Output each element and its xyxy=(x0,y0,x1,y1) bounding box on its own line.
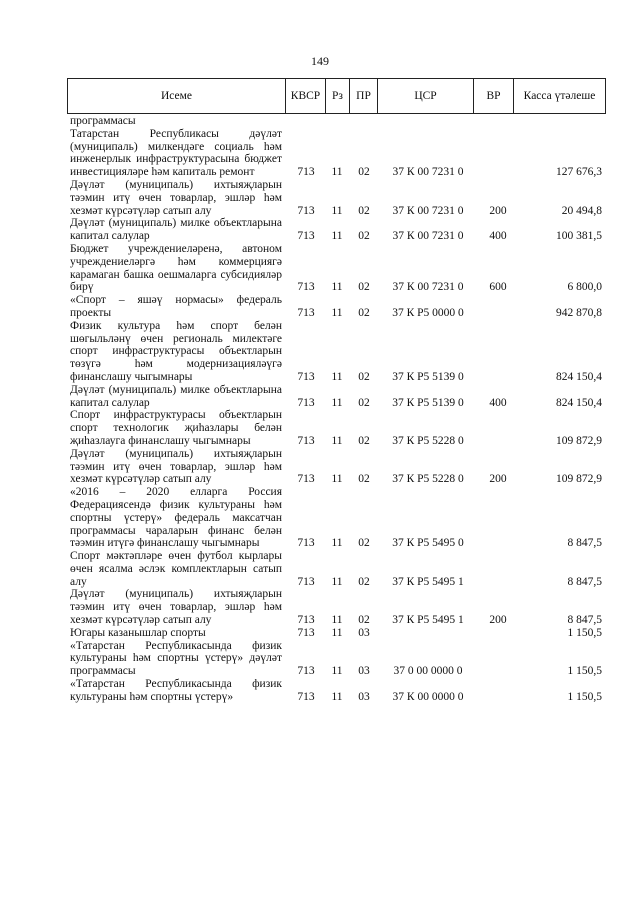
cell-pr: 03 xyxy=(358,665,370,678)
table-row xyxy=(70,486,610,550)
table-row xyxy=(70,448,610,486)
cell-name: программасы xyxy=(70,115,136,127)
column-header-csr: ЦСР xyxy=(378,79,474,114)
cell-amount: 109 872,9 xyxy=(556,473,602,486)
cell-kvsr: 713 xyxy=(297,473,315,486)
cell-kvsr: 713 xyxy=(297,230,315,243)
cell-amount: 127 676,3 xyxy=(556,166,602,179)
cell-rz: 11 xyxy=(331,166,343,179)
table-header xyxy=(67,78,606,114)
cell-name: Дәүләт (муниципаль) ихтыяҗларын тәэмин итү өчен товарлар, эшләр һәм хезмәт күрсәтүләр сатып алу xyxy=(70,588,282,627)
cell-csr: 37 К Р5 5495 0 xyxy=(392,537,464,550)
column-header-amount: Касса үтәлеше xyxy=(514,79,606,114)
cell-csr: 37 К Р5 0000 0 xyxy=(392,306,464,319)
cell-pr: 03 xyxy=(358,626,370,639)
column-header-pr: ПР xyxy=(350,79,378,114)
cell-vr: 400 xyxy=(489,396,507,409)
cell-rz: 11 xyxy=(331,434,343,447)
table-row xyxy=(70,409,610,447)
cell-amount: 824 150,4 xyxy=(556,396,602,409)
cell-pr: 02 xyxy=(358,204,370,217)
cell-amount: 1 150,5 xyxy=(567,690,602,703)
cell-kvsr: 713 xyxy=(297,306,315,319)
cell-amount: 8 847,5 xyxy=(567,614,602,627)
cell-amount: 6 800,0 xyxy=(567,281,602,294)
cell-amount: 1 150,5 xyxy=(567,626,602,639)
cell-kvsr: 713 xyxy=(297,204,315,217)
cell-vr: 200 xyxy=(489,204,507,217)
cell-pr: 02 xyxy=(358,434,370,447)
cell-pr: 02 xyxy=(358,281,370,294)
cell-name: Спорт инфраструктурасы объектларын спорт технологик җиһазлары белән җиһазлауга финанслашу чыгымнары xyxy=(70,409,282,447)
cell-amount: 109 872,9 xyxy=(556,434,602,447)
cell-amount: 100 381,5 xyxy=(556,230,602,243)
cell-pr: 02 xyxy=(358,370,370,383)
cell-kvsr: 713 xyxy=(297,281,315,294)
cell-amount: 942 870,8 xyxy=(556,306,602,319)
cell-kvsr: 713 xyxy=(297,575,315,588)
cell-name: Татарстан Республикасы дәүләт (муниципаль) милкендәге социаль һәм инженерлык инфраструктурасына бюджет инвестицияләре һәм капиталь ремонт xyxy=(70,127,282,179)
cell-amount: 824 150,4 xyxy=(556,370,602,383)
cell-csr: 37 К Р5 5139 0 xyxy=(392,396,464,409)
cell-rz: 11 xyxy=(331,473,343,486)
table-row xyxy=(70,243,610,294)
cell-name: «2016 – 2020 елларга Россия Федерациясендә физик культураны һәм спортны үстерү» федераль максатчан программасы чараларын финанс белән тәэмин итүгә финанслашу чыгымнары xyxy=(70,486,282,550)
cell-pr: 02 xyxy=(358,166,370,179)
table-row xyxy=(70,294,610,320)
cell-csr: 37 К 00 7231 0 xyxy=(392,230,464,243)
cell-pr: 03 xyxy=(358,690,370,703)
cell-name: Физик культура һәм спорт белән шөгыльләнү өчен региональ милектәге спорт инфраструктурасы объектларын төзүгә һәм модернизацияләүгә финанслашу чыгымнары xyxy=(70,319,282,383)
cell-csr: 37 К Р5 5495 1 xyxy=(392,575,464,588)
cell-vr: 600 xyxy=(489,281,507,294)
cell-name: Спорт мәктәпләре өчен футбол кырлары өчен ясалма әслэк комплектларын сатып алу xyxy=(70,550,282,588)
table-row xyxy=(70,627,610,640)
cell-kvsr: 713 xyxy=(297,690,315,703)
cell-rz: 11 xyxy=(331,626,343,639)
table-row xyxy=(70,678,610,704)
cell-rz: 11 xyxy=(331,575,343,588)
cell-pr: 02 xyxy=(358,473,370,486)
cell-name: Дәүләт (муниципаль) милке объектларына капитал салулар xyxy=(70,383,282,409)
cell-name: Югары казанышлар спорты xyxy=(70,626,206,639)
cell-name: «Татарстан Республикасында физик культураны һәм спортны үстерү» дәүләт программасы xyxy=(70,639,282,678)
cell-name: Дәүләт (муниципаль) ихтыяҗларын тәэмин итү өчен товарлар, эшләр һәм хезмәт күрсәтүләр сатып алу xyxy=(70,447,282,486)
cell-rz: 11 xyxy=(331,230,343,243)
column-header-name: Исеме xyxy=(68,79,286,114)
cell-name: Бюджет учреждениеләренә, автоном учреждениеләргә һәм коммерциягә карамаган башка оешмаларга субсидияләр бирү xyxy=(70,242,282,294)
table-row xyxy=(70,384,610,410)
column-header-kvsr: КВСР xyxy=(286,79,326,114)
column-header-rz: Рз xyxy=(326,79,350,114)
cell-rz: 11 xyxy=(331,204,343,217)
table-row xyxy=(70,588,610,626)
cell-kvsr: 713 xyxy=(297,665,315,678)
cell-name: «Спорт – яшәү нормасы» федераль проекты xyxy=(70,294,282,319)
table-row xyxy=(70,217,610,243)
cell-rz: 11 xyxy=(331,396,343,409)
cell-pr: 02 xyxy=(358,575,370,588)
table-row xyxy=(70,115,610,128)
cell-rz: 11 xyxy=(331,537,343,550)
cell-vr: 200 xyxy=(489,614,507,627)
cell-csr: 37 К Р5 5228 0 xyxy=(392,434,464,447)
cell-csr: 37 К 00 7231 0 xyxy=(392,204,464,217)
cell-rz: 11 xyxy=(331,665,343,678)
cell-csr: 37 К Р5 5139 0 xyxy=(392,370,464,383)
cell-kvsr: 713 xyxy=(297,614,315,627)
table-row xyxy=(70,320,610,384)
table-row xyxy=(70,640,610,678)
cell-pr: 02 xyxy=(358,230,370,243)
cell-amount: 8 847,5 xyxy=(567,537,602,550)
cell-csr: 37 К 00 7231 0 xyxy=(392,166,464,179)
cell-kvsr: 713 xyxy=(297,396,315,409)
cell-csr: 37 К Р5 5495 1 xyxy=(392,614,464,627)
cell-csr: 37 К 00 7231 0 xyxy=(392,281,464,294)
cell-amount: 1 150,5 xyxy=(567,665,602,678)
cell-amount: 20 494,8 xyxy=(561,204,602,217)
cell-name: «Татарстан Республикасында физик культураны һәм спортны үстерү» xyxy=(70,678,282,703)
cell-kvsr: 713 xyxy=(297,537,315,550)
cell-pr: 02 xyxy=(358,614,370,627)
cell-vr: 200 xyxy=(489,473,507,486)
cell-vr: 400 xyxy=(489,230,507,243)
cell-name: Дәүләт (муниципаль) милке объектларына капитал салулар xyxy=(70,217,282,243)
cell-pr: 02 xyxy=(358,537,370,550)
cell-pr: 02 xyxy=(358,396,370,409)
cell-rz: 11 xyxy=(331,690,343,703)
cell-kvsr: 713 xyxy=(297,370,315,383)
cell-rz: 11 xyxy=(331,306,343,319)
table-row xyxy=(70,179,610,217)
cell-csr: 37 0 00 0000 0 xyxy=(393,665,463,678)
table-body xyxy=(70,115,610,704)
cell-pr: 02 xyxy=(358,306,370,319)
cell-kvsr: 713 xyxy=(297,166,315,179)
cell-csr: 37 К 00 0000 0 xyxy=(392,690,464,703)
table-row xyxy=(70,550,610,588)
cell-rz: 11 xyxy=(331,281,343,294)
cell-kvsr: 713 xyxy=(297,434,315,447)
table-row xyxy=(70,128,610,179)
cell-amount: 8 847,5 xyxy=(567,575,602,588)
column-header-vr: ВР xyxy=(474,79,514,114)
cell-kvsr: 713 xyxy=(297,626,315,639)
cell-name: Дәүләт (муниципаль) ихтыяҗларын тәэмин итү өчен товарлар, эшләр һәм хезмәт күрсәтүләр сатып алу xyxy=(70,178,282,217)
page-number: 149 xyxy=(311,54,329,68)
cell-rz: 11 xyxy=(331,370,343,383)
cell-rz: 11 xyxy=(331,614,343,627)
cell-csr: 37 К Р5 5228 0 xyxy=(392,473,464,486)
